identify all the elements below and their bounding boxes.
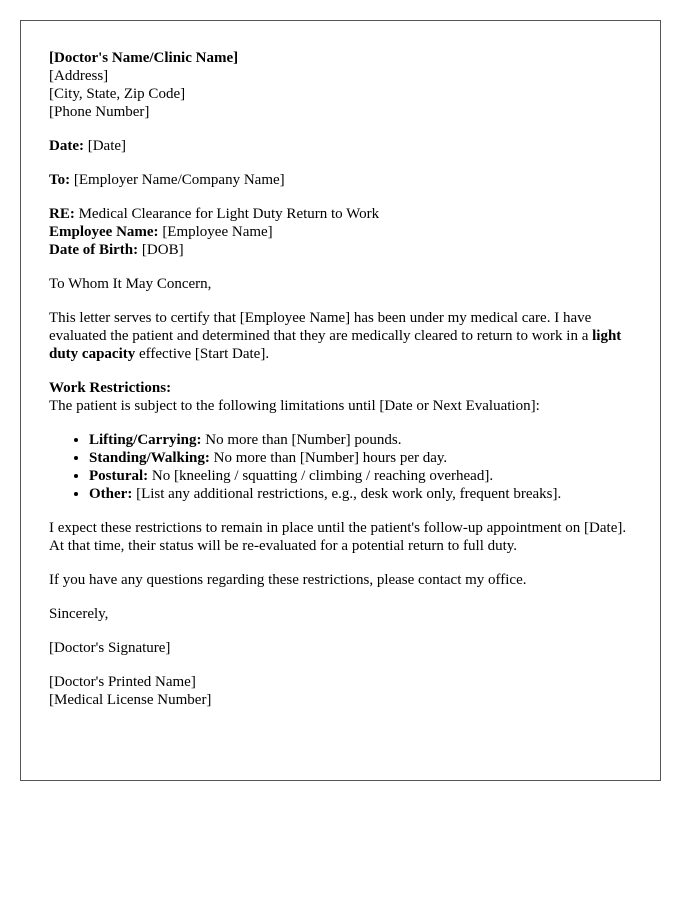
- followup-paragraph: I expect these restrictions to remain in place until the patient's follow-up appointment on [Date]. At that time, their status will be re-evaluated for a potential return to full duty.: [49, 520, 627, 554]
- intro-paragraph: [49, 309, 632, 363]
- intro-bold: light duty capacity: [49, 328, 622, 362]
- to-value: [Employer Name/Company Name]: [70, 172, 285, 188]
- re-value: Medical Clearance for Light Duty Return to Work: [74, 206, 380, 222]
- clinic-phone: [Phone Number]: [49, 104, 150, 120]
- restrictions-section: [49, 379, 632, 503]
- clinic-city-state-zip: [City, State, Zip Code]: [49, 86, 186, 102]
- list-item: [89, 431, 632, 449]
- clinic-address: [Address]: [49, 68, 109, 84]
- restriction-label: Standing/Walking:: [89, 450, 210, 466]
- dob-label: Date of Birth:: [49, 242, 139, 258]
- restriction-text: No more than [Number] pounds.: [201, 432, 402, 448]
- date-value: [Date]: [83, 138, 127, 154]
- re-line: [49, 205, 632, 223]
- letterhead: [49, 49, 632, 121]
- license-number: [Medical License Number]: [49, 692, 212, 708]
- closing: Sincerely,: [49, 606, 109, 622]
- restriction-label: Postural:: [89, 468, 149, 484]
- printed-name: [Doctor's Printed Name]: [49, 674, 196, 690]
- restrictions-list: [49, 431, 632, 503]
- employee-line: [49, 223, 632, 241]
- signature-placeholder: [Doctor's Signature]: [49, 640, 171, 656]
- clinic-name: [Doctor's Name/Clinic Name]: [49, 50, 239, 66]
- dob-value: [DOB]: [138, 242, 184, 258]
- date-label: Date:: [49, 138, 84, 154]
- employee-value: [Employee Name]: [158, 224, 273, 240]
- list-item: [89, 467, 632, 485]
- date-line: [49, 137, 632, 155]
- letter-page: [20, 20, 661, 781]
- restriction-text: [List any additional restrictions, e.g., desk work only, frequent breaks].: [132, 486, 562, 502]
- restrictions-intro: The patient is subject to the following limitations until [Date or Next Evaluation]:: [49, 398, 540, 414]
- intro-text-before: This letter serves to certify that [Employee Name] has been under my medical care. I have evaluated the patient and determined that they are medically cleared to return to work in a: [49, 310, 593, 344]
- restriction-text: No more than [Number] hours per day.: [209, 450, 448, 466]
- signature-block: [49, 673, 632, 709]
- intro-text-after: effective [Start Date].: [135, 346, 270, 362]
- to-line: [49, 171, 632, 189]
- employee-label: Employee Name:: [49, 224, 159, 240]
- list-item: [89, 485, 632, 503]
- to-label: To:: [49, 172, 71, 188]
- restriction-label: Lifting/Carrying:: [89, 432, 202, 448]
- subject-block: [49, 205, 632, 259]
- restrictions-heading: Work Restrictions:: [49, 380, 172, 396]
- dob-line: [49, 241, 632, 259]
- restriction-label: Other:: [89, 486, 133, 502]
- list-item: [89, 449, 632, 467]
- questions-paragraph: If you have any questions regarding these restrictions, please contact my office.: [49, 572, 527, 588]
- restriction-text: No [kneeling / squatting / climbing / reaching overhead].: [148, 468, 494, 484]
- re-label: RE:: [49, 206, 75, 222]
- salutation: To Whom It May Concern,: [49, 276, 212, 292]
